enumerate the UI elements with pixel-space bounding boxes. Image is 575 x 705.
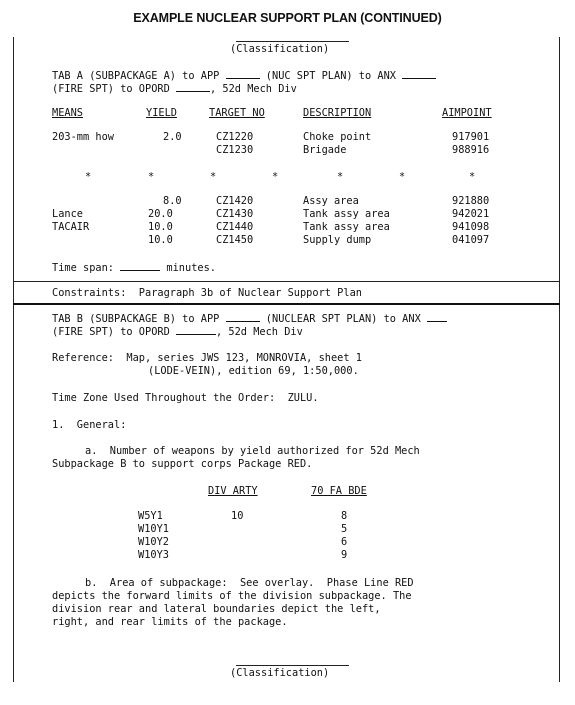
- para-b-line3: division rear and lateral boundaries depict the left,: [52, 603, 381, 615]
- weapon-4-bde: 9: [341, 549, 348, 561]
- general-heading: 1. General:: [52, 419, 127, 431]
- row-1-description: Choke point: [303, 131, 372, 143]
- asterisk: *: [469, 171, 476, 183]
- row-4-yield: 20.0: [148, 208, 173, 220]
- para-a-line1: a. Number of weapons by yield authorized for 52d Mech: [85, 445, 420, 457]
- document-title: EXAMPLE NUCLEAR SUPPORT PLAN (CONTINUED): [133, 11, 442, 25]
- tab-a-line1: TAB A (SUBPACKAGE A) to APP (NUC SPT PLAN) to ANX: [52, 69, 436, 83]
- row-1-means: 203-mm how: [52, 131, 114, 143]
- left-border: [13, 37, 14, 682]
- header-yield: YIELD: [146, 107, 177, 119]
- weapon-1-bde: 8: [341, 510, 348, 522]
- row-2-aimpoint: 988916: [452, 144, 490, 156]
- row-5-yield: 10.0: [148, 221, 173, 233]
- header-target-no: TARGET NO: [209, 107, 265, 119]
- header-70-fa-bde: 70 FA BDE: [311, 485, 367, 497]
- row-4-aimpoint: 942021: [452, 208, 490, 220]
- header-description: DESCRIPTION: [303, 107, 372, 119]
- row-4-means: Lance: [52, 208, 83, 220]
- constraints-bottom-rule: [13, 303, 560, 305]
- classification-bottom: (Classification): [230, 667, 330, 679]
- weapon-1-div: 10: [231, 510, 244, 522]
- header-means: MEANS: [52, 107, 83, 119]
- para-a-line2: Subpackage B to support corps Package RED.: [52, 458, 313, 470]
- tab-a-line2: (FIRE SPT) to OPORD , 52d Mech Div: [52, 83, 297, 95]
- reference-line2: (LODE-VEIN), edition 69, 1:50,000.: [148, 365, 359, 377]
- row-5-aimpoint: 941098: [452, 221, 490, 233]
- row-5-means: TACAIR: [52, 221, 90, 233]
- classification-top-rule: [236, 41, 349, 42]
- row-2-target: CZ1230: [216, 144, 254, 156]
- row-5-description: Tank assy area: [303, 221, 390, 233]
- row-6-description: Supply dump: [303, 234, 372, 246]
- asterisk: *: [148, 171, 155, 183]
- tab-b-line2: (FIRE SPT) to OPORD , 52d Mech Div: [52, 326, 303, 338]
- weapon-4-yield: W10Y3: [138, 549, 169, 561]
- row-4-target: CZ1430: [216, 208, 254, 220]
- row-1-yield: 2.0: [163, 131, 182, 143]
- tab-b-line1: TAB B (SUBPACKAGE B) to APP (NUCLEAR SPT PLAN) to ANX: [52, 312, 447, 326]
- header-div-arty: DIV ARTY: [208, 485, 258, 497]
- row-4-description: Tank assy area: [303, 208, 390, 220]
- row-3-description: Assy area: [303, 195, 359, 207]
- classification-top: (Classification): [230, 43, 330, 55]
- classification-bottom-rule: [236, 665, 349, 666]
- weapon-2-bde: 5: [341, 523, 348, 535]
- asterisk: *: [85, 171, 92, 183]
- para-b-line2: depicts the forward limits of the division subpackage. The: [52, 590, 412, 602]
- weapon-1-yield: W5Y1: [138, 510, 163, 522]
- weapon-2-yield: W10Y1: [138, 523, 169, 535]
- reference-line1: Reference: Map, series JWS 123, MONROVIA, sheet 1: [52, 352, 362, 364]
- constraints: Constraints: Paragraph 3b of Nuclear Support Plan: [52, 287, 362, 299]
- time-zone: Time Zone Used Throughout the Order: ZULU.: [52, 392, 319, 404]
- asterisk: *: [337, 171, 344, 183]
- row-1-target: CZ1220: [216, 131, 254, 143]
- para-b-line1: b. Area of subpackage: See overlay. Phase Line RED: [85, 577, 414, 589]
- row-3-target: CZ1420: [216, 195, 254, 207]
- time-span: Time span: minutes.: [52, 262, 217, 274]
- constraints-top-rule: [13, 281, 560, 282]
- row-6-aimpoint: 041097: [452, 234, 490, 246]
- row-3-yield: 8.0: [163, 195, 182, 207]
- asterisk: *: [210, 171, 217, 183]
- header-aimpoint: AIMPOINT: [442, 107, 492, 119]
- row-3-aimpoint: 921880: [452, 195, 490, 207]
- row-5-target: CZ1440: [216, 221, 254, 233]
- right-border: [559, 37, 560, 682]
- row-1-aimpoint: 917901: [452, 131, 490, 143]
- document-frame: [13, 37, 560, 682]
- weapon-3-yield: W10Y2: [138, 536, 169, 548]
- row-6-target: CZ1450: [216, 234, 254, 246]
- row-2-description: Brigade: [303, 144, 347, 156]
- weapon-3-bde: 6: [341, 536, 348, 548]
- asterisk: *: [272, 171, 279, 183]
- row-6-yield: 10.0: [148, 234, 173, 246]
- asterisk: *: [399, 171, 406, 183]
- para-b-line4: right, and rear limits of the package.: [52, 616, 288, 628]
